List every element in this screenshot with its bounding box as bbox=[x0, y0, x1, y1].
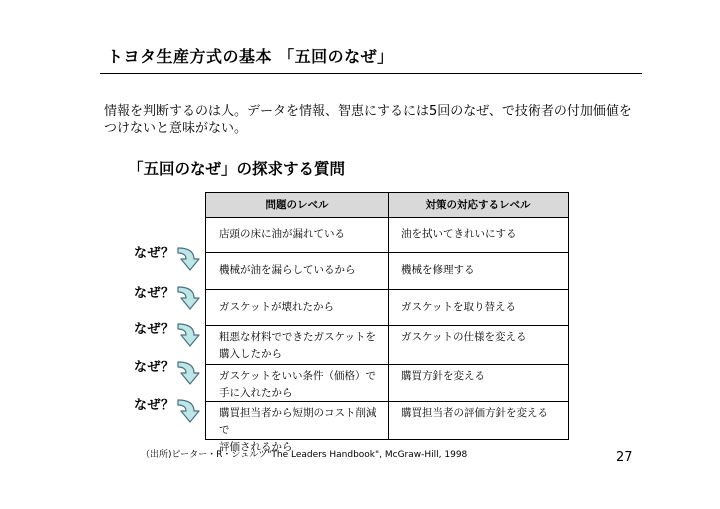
curved-arrow-icon bbox=[175, 285, 205, 311]
intro-text: 情報を判断するのは人。データを情報、智恵にするには5回のなぜ、で技術者の付加価値をつけないと意味がない。 bbox=[104, 104, 632, 136]
why-label: なぜ？ bbox=[134, 360, 175, 375]
row-divider bbox=[206, 325, 568, 326]
action-cell: 購買方針を変える bbox=[401, 370, 485, 382]
column-divider bbox=[388, 193, 389, 439]
why-label: なぜ？ bbox=[134, 286, 175, 301]
curved-arrow-icon bbox=[175, 322, 205, 348]
problem-cell: 購買担当者から短期のコスト削減で 評価されるから bbox=[219, 407, 377, 453]
table-header bbox=[206, 193, 568, 218]
curved-arrow-icon bbox=[175, 398, 205, 424]
row-divider bbox=[206, 289, 568, 290]
action-cell: 購買担当者の評価方針を変える bbox=[401, 407, 548, 419]
section-subtitle: 「五回のなぜ」の探求する質問 bbox=[128, 160, 346, 178]
curved-arrow-icon bbox=[175, 360, 205, 386]
title-underline bbox=[100, 73, 642, 74]
page-number: 27 bbox=[616, 450, 633, 465]
source-citation: （出所)ピーター・R・シュルツ"The Leaders Handbook", McGraw-Hill, 1998 bbox=[141, 450, 468, 460]
problem-cell: 粗悪な材料でできたガスケットを 購入したから bbox=[219, 331, 376, 360]
header-problem-level: 問題のレベル bbox=[265, 199, 329, 211]
five-whys-table bbox=[205, 192, 569, 453]
problem-cell: 店頭の床に油が漏れている bbox=[219, 228, 345, 240]
why-label: なぜ？ bbox=[134, 322, 175, 337]
row-divider bbox=[206, 364, 568, 365]
action-cell: ガスケットを取り替える bbox=[401, 301, 516, 313]
action-cell: 油を拭いてきれいにする bbox=[401, 228, 517, 240]
why-label: なぜ？ bbox=[134, 398, 175, 413]
action-cell: ガスケットの仕様を変える bbox=[401, 331, 527, 343]
slide-title: トヨタ生産方式の基本 「五回のなぜ」 bbox=[107, 47, 394, 66]
problem-cell: 機械が油を漏らしているから bbox=[219, 264, 356, 276]
row-divider bbox=[206, 252, 568, 253]
problem-cell: ガスケットをいい条件（価格）で 手に入れたから bbox=[219, 370, 376, 399]
header-countermeasure-level: 対策の対応するレベル bbox=[425, 199, 531, 211]
curved-arrow-icon bbox=[175, 246, 205, 272]
why-label: なぜ？ bbox=[134, 246, 175, 261]
problem-cell: ガスケットが壊れたから bbox=[219, 301, 334, 313]
action-cell: 機械を修理する bbox=[401, 264, 475, 276]
